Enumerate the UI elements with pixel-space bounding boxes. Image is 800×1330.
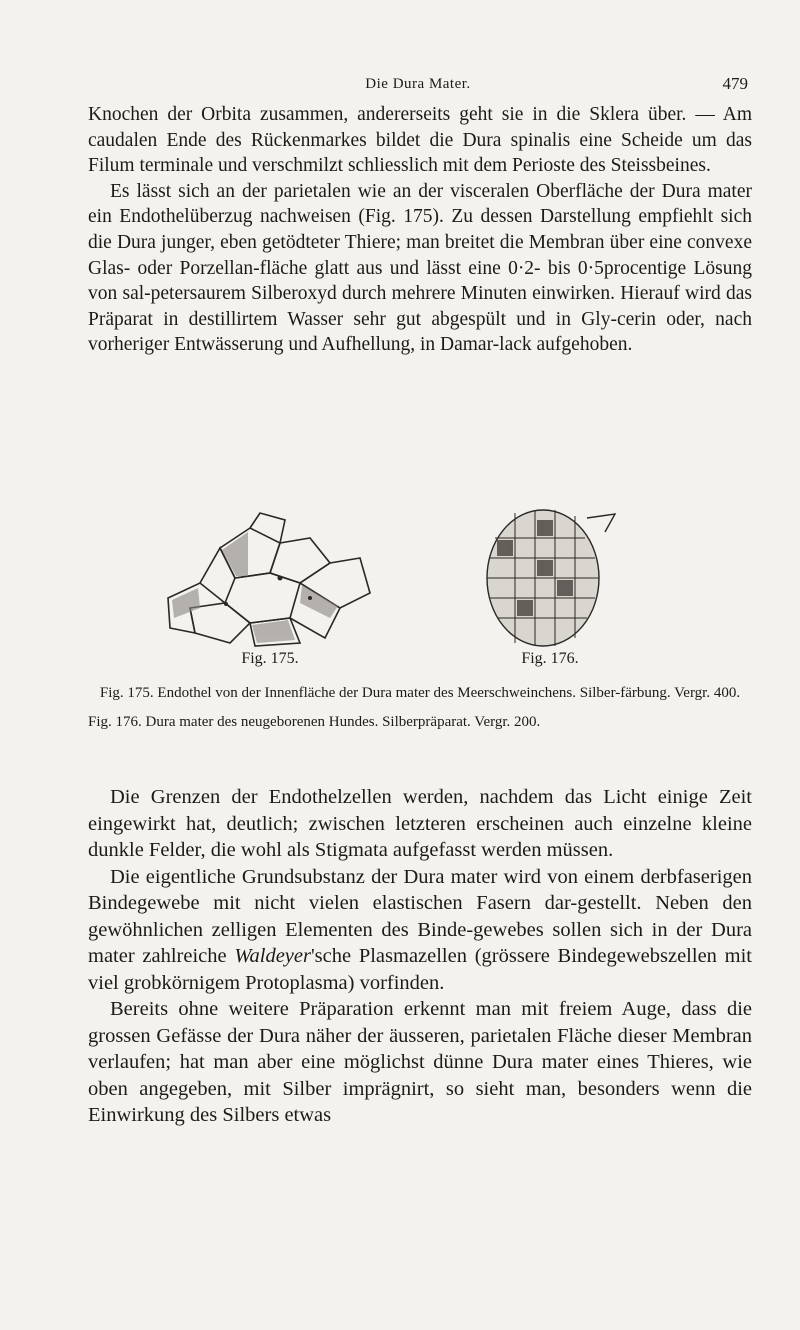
paragraph-continuation: Knochen der Orbita zusammen, andererseits geht sie in die Sklera über. — Am caudalen Ende des Rückenmarkes bildet die Dura spinalis eine Scheide um das Filum terminale und verschmilzt schliesslich mit dem Perioste des Steissbeines. xyxy=(88,104,752,177)
figure-captions xyxy=(88,683,752,741)
page-number: 479 xyxy=(722,74,748,93)
figure-176 xyxy=(475,508,625,668)
paragraph-endothel: Es lässt sich an der parietalen wie an der visceralen Oberfläche der Dura mater ein Endothelüberzug nachweisen (Fig. 175). Zu dessen Darstellung empfiehlt sich die Dura junger, eben getödteter Thiere; man breitet die Membran über eine convexe Glas- oder Porzellan-fläche glatt aus und lässt eine 0·2- bis 0·5procentige Lösung von sal-petersaurem Silberoxyd durch mehrere Minuten einwirken. Hierauf wird das Präparat in destillirtem Wasser sehr gut abgespült und in Gly-cerin oder, nach vorheriger Entwässerung und Aufhellung, in Damar-lack aufgehoben. xyxy=(88,180,752,356)
waldeyer-name: Waldeyer xyxy=(234,945,311,967)
figure-176-label: Fig. 176. xyxy=(521,650,579,667)
caption-175: Fig. 175. Endothel von der Innenfläche der Dura mater des Meerschweinchens. Silber-färbung. Vergr. 400. xyxy=(99,685,741,701)
figure-175 xyxy=(160,508,380,668)
page-header xyxy=(88,70,748,100)
figure-175-label: Fig. 175. xyxy=(241,650,299,667)
paragraph-grenzen: Die Grenzen der Endothelzellen werden, nachdem das Licht einige Zeit eingewirkt hat, deutlich; zwischen letzteren erscheinen auch einzelne kleine dunkle Felder, die wohl als Stigmata aufgefasst werden müssen. xyxy=(88,786,752,861)
paragraph-praeparation: Bereits ohne weitere Präparation erkennt man mit freiem Auge, dass die grossen Gefässe der Dura näher der äusseren, parietalen Fläche dieser Membran verlaufen; hat man aber eine möglichst dünne Dura mater eines Thieres, wie oben angegeben, mit Silber imprägnirt, so sieht man, besonders wenn die Einwirkung des Silbers etwas xyxy=(88,998,752,1126)
endothel-cells-illustration xyxy=(160,508,380,648)
paragraph-grundsubstanz xyxy=(88,864,752,997)
figure-row xyxy=(140,508,700,673)
running-title: Die Dura Mater. xyxy=(365,76,471,92)
caption-176: Fig. 176. Dura mater des neugeborenen Hundes. Silberpräparat. Vergr. 200. xyxy=(88,714,541,730)
grundsubstanz-text-b: 'sche Plasmazellen (grössere Bindegewebszellen mit viel grobkörnigem Protoplasma) vorfinden. xyxy=(88,945,752,994)
dura-mater-illustration xyxy=(475,508,625,648)
grundsubstanz-text-a: Die eigentliche Grundsubstanz der Dura mater wird von einem derbfaserigen Bindegewebe mit nicht vielen elastischen Fasern dar-gestellt. Neben den gewöhnlichen zelligen Elementen des Binde-gewebes sollen sich in der Dura mater zahlreiche xyxy=(88,865,752,967)
text-block-bottom xyxy=(88,784,752,1129)
text-block-top xyxy=(88,102,752,358)
